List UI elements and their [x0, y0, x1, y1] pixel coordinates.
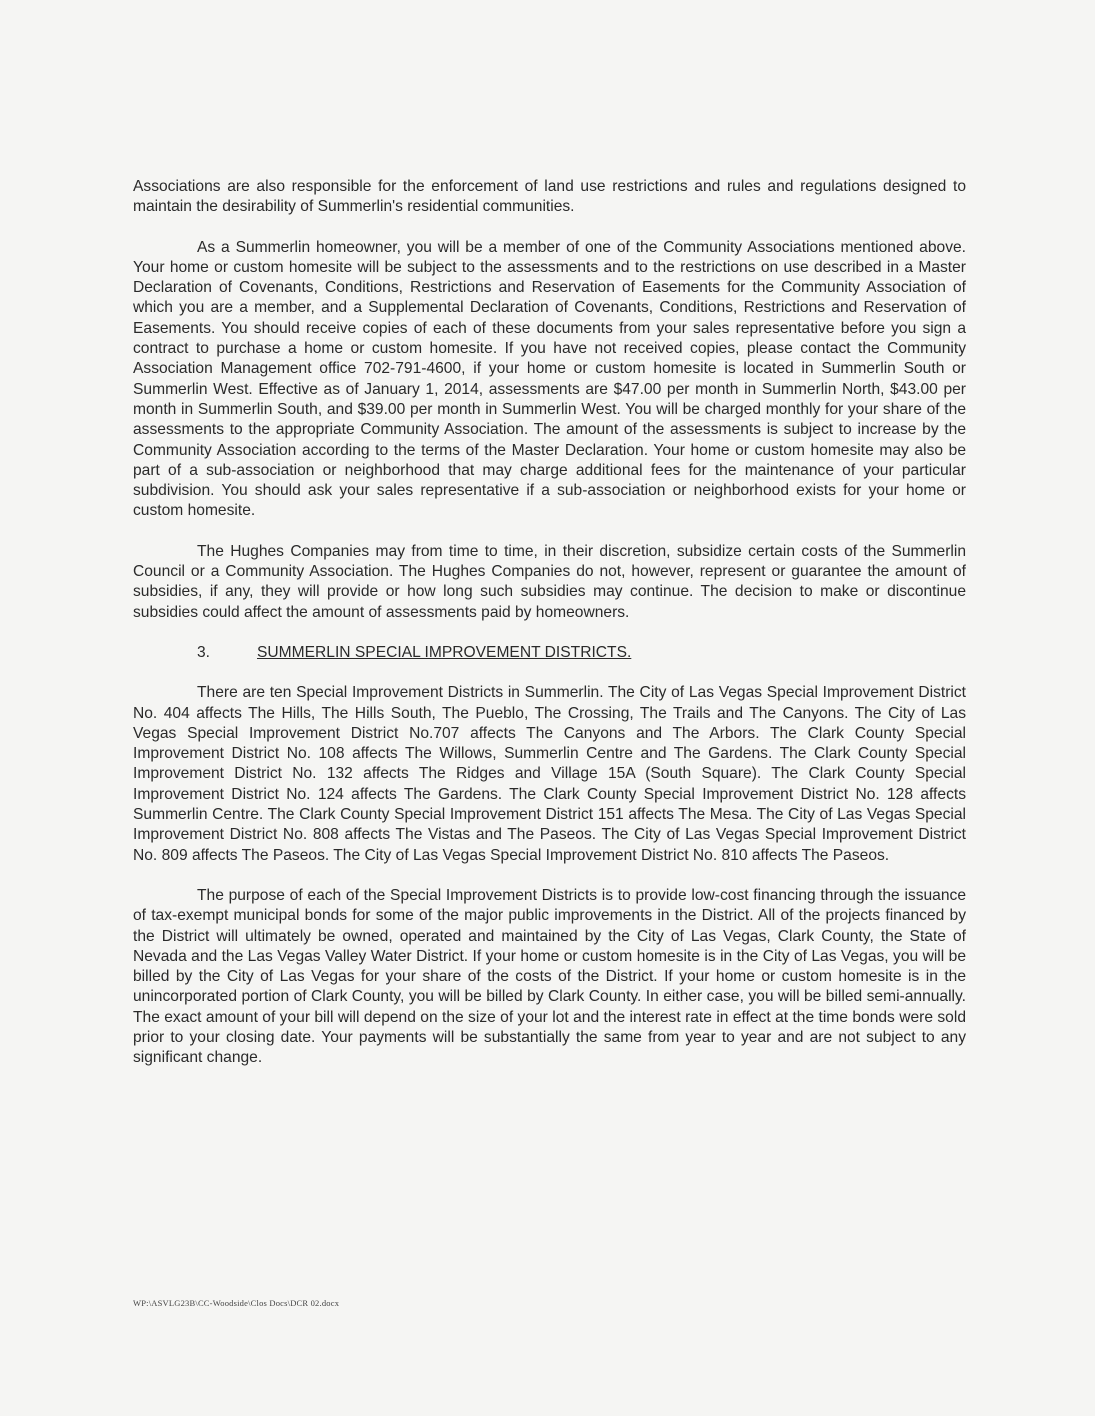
section-heading	[133, 643, 966, 663]
footer-file-path: WP:\ASVLG23B\CC-Woodside\Clos Docs\DCR 02.docx	[133, 1298, 340, 1308]
paragraph-improvement-districts-purpose: The purpose of each of the Special Improvement Districts is to provide low-cost financing through the issuance of tax-exempt municipal bonds for some of the major public improvements in the District. All of the projects financed by the District will ultimately be owned, operated and maintained by the City of Las Vegas, Clark County, the State of Nevada and the Las Vegas Valley Water District. If your home or custom homesite is in the City of Las Vegas, you will be billed by the City of Las Vegas for your share of the costs of the District. If your home or custom homesite is in the unincorporated portion of Clark County, you will be billed by Clark County. In either case, you will be billed semi-annually. The exact amount of your bill will depend on the size of your lot and the interest rate in effect at the time bonds were sold prior to your closing date. Your payments will be substantially the same from year to year and are not subject to any significant change.	[133, 886, 966, 1067]
paragraph-hughes-subsidies: The Hughes Companies may from time to time, in their discretion, subsidize certain costs of the Summerlin Council or a Community Association. The Hughes Companies do not, however, represent or guarantee the amount of subsidies, if any, they will provide or how long such subsidies may continue. The decision to make or discontinue subsidies could affect the amount of assessments paid by homeowners.	[133, 542, 966, 621]
section-number: 3.	[197, 643, 211, 661]
paragraph-improvement-districts-list: There are ten Special Improvement Districts in Summerlin. The City of Las Vegas Special Improvement District No. 404 affects The Hills, The Hills South, The Pueblo, The Crossing, The Trails and The Canyons. The City of Las Vegas Special Improvement District No.707 affects The Canyons and The Arbors. The Clark County Special Improvement District No. 108 affects The Willows, Summerlin Centre and The Gardens. The Clark County Special Improvement District No. 132 affects The Ridges and Village 15A (South Square). The Clark County Special Improvement District No. 124 affects The Gardens. The Clark County Special Improvement District No. 128 affects Summerlin Centre. The Clark County Special Improvement District 151 affects The Mesa. The City of Las Vegas Special Improvement District No. 808 affects The Vistas and The Paseos. The City of Las Vegas Special Improvement District No. 809 affects The Paseos. The City of Las Vegas Special Improvement District No. 810 affects The Paseos.	[133, 684, 966, 864]
paragraph-associations-responsibility: Associations are also responsible for the enforcement of land use restrictions and rules and regulations designed to maintain the desirability of Summerlin's residential communities.	[133, 178, 966, 216]
section-title: SUMMERLIN SPECIAL IMPROVEMENT DISTRICTS.	[257, 643, 632, 661]
paragraph-homeowner-membership: As a Summerlin homeowner, you will be a member of one of the Community Associations mentioned above. Your home or custom homesite will be subject to the assessments and to the restrictions on use described in a Master Declaration of Covenants, Conditions, Restrictions and Reservation of Easements for the Community Association of which you are a member, and a Supplemental Declaration of Covenants, Conditions, Restrictions and Reservation of Easements. You should receive copies of each of these documents from your sales representative before you sign a contract to purchase a home or custom homesite. If you have not received copies, please contact the Community Association Management office 702-791-4600, if your home or custom homesite is located in Summerlin South or Summerlin West. Effective as of January 1, 2014, assessments are $47.00 per month in Summerlin North, $43.00 per month in Summerlin South, and $39.00 per month in Summerlin West. You will be charged monthly for your share of the assessments to the appropriate Community Association. The amount of the assessments is subject to increase by the Community Association according to the terms of the Master Declaration. Your home or custom homesite may also be part of a sub-association or neighborhood that may charge additional fees for the maintenance of your particular subdivision. You should ask your sales representative if a sub-association or neighborhood exists for your home or custom homesite.	[133, 238, 966, 520]
document-body	[133, 177, 966, 1089]
